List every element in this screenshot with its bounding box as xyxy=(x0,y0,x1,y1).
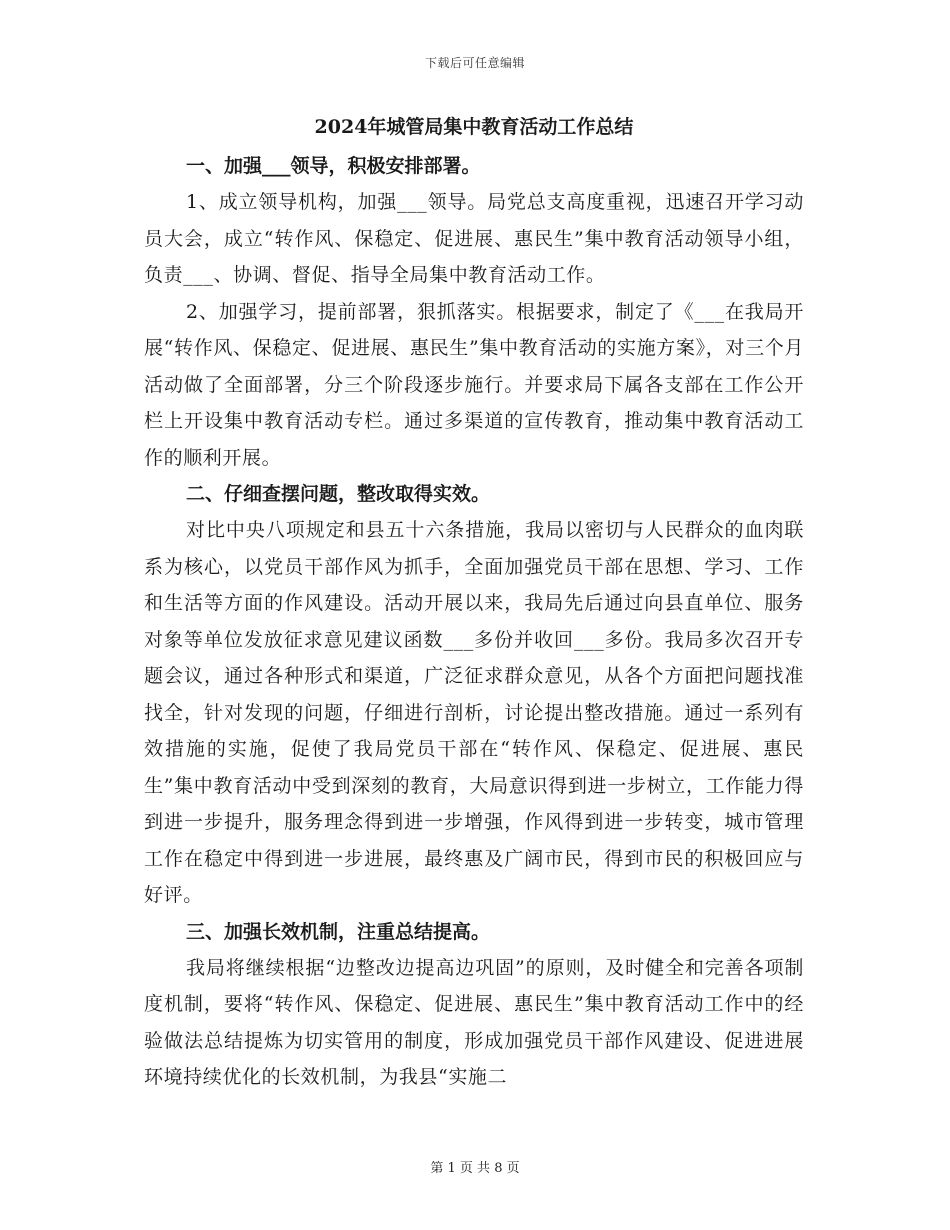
section-heading: 一、加强___领导，积极安排部署。 xyxy=(186,155,481,177)
paragraph: 2、加强学习，提前部署，狠抓落实。根据要求，制定了《___在我局开展“转作风、保稳定、促进展、惠民生”集中教育活动的实施方案》，对三个月活动做了全面部署，分三个阶段逐步施行。并要求局下属各支部在工作公开栏上开设集中教育活动专栏。通过多渠道的宣传教育，推动集中教育活动工作的顺利开展。 xyxy=(144,300,804,469)
section-2 xyxy=(144,476,804,914)
section-heading: 三、加强长效机制，注重总结提高。 xyxy=(186,920,491,943)
paragraph: 对比中央八项规定和县五十六条措施，我局以密切与人民群众的血肉联系为核心，以党员干部作风为抓手，全面加强党员干部在思想、学习、工作和生活等方面的作风建设。活动开展以来，我局先后通过向县直单位、服务对象等单位发放征求意见建议函数___多份并收回___多份。我局多次召开专题会议，通过各种形式和渠道，广泛征求群众意见，从各个方面把问题找准找全，针对发现的问题，仔细进行剖析，讨论提出整改措施。通过一系列有效措施的实施，促使了我局党员干部在“转作风、保稳定、促进展、惠民生”集中教育活动中受到深刻的教育，大局意识得到进一步树立，工作能力得到进一步提升，服务理念得到进一步增强，作风得到进一步转变，城市管理工作在稳定中得到进一步进展，最终惠及广阔市民，得到市民的积极回应与好评。 xyxy=(144,519,804,906)
section-3 xyxy=(144,914,804,1096)
document-title: 2024年城管局集中教育活动工作总结 xyxy=(314,116,634,138)
section-1 xyxy=(144,148,804,476)
header-note: 下载后可任意编辑 xyxy=(424,56,525,70)
paragraph: 1、成立领导机构，加强___领导。局党总支高度重视，迅速召开学习动员大会，成立“转作风、保稳定、促进展、惠民生”集中教育活动领导小组，负责___、协调、督促、指导全局集中教育活动工作。 xyxy=(144,191,804,286)
document-body xyxy=(144,112,804,1096)
section-heading: 二、仔细查摆问题，整改取得实效。 xyxy=(186,483,491,505)
paragraph: 我局将继续根据“边整改边提高边巩固”的原则，及时健全和完善各项制度机制，要将“转作风、保稳定、促进展、惠民生”集中教育活动工作中的经验做法总结提炼为切实管用的制度，形成加强党员干部作风建设、促进进展环境持续优化的长效机制，为我县“实施二 xyxy=(144,956,804,1088)
page-footer: 第 1 页 共 8 页 xyxy=(430,1161,520,1176)
